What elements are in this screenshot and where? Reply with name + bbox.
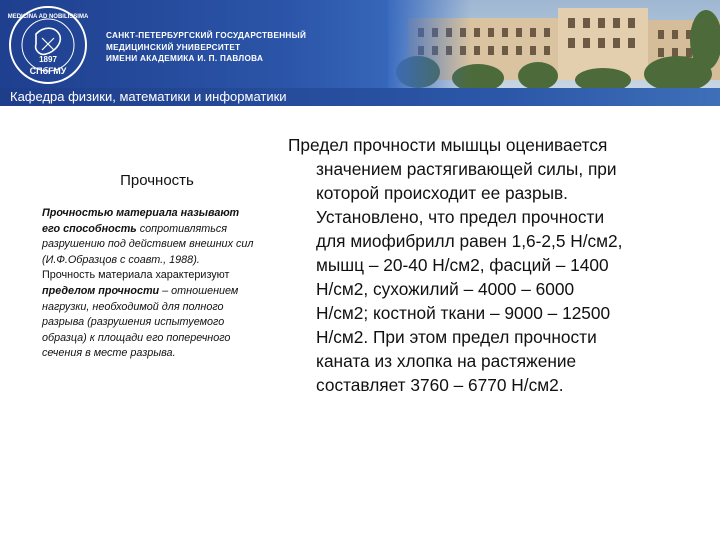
right-line-1: Предел прочности мышцы оценивается — [288, 135, 608, 155]
logo-ring-text: MEDICINA AD NOBILISSIMA — [7, 14, 89, 20]
logo-abbr: СПбГМУ — [29, 66, 67, 76]
right-line-5: для миофибрилл равен 1,6-2,5 Н/см2, — [316, 231, 623, 251]
logo-year: 1897 — [39, 55, 57, 64]
right-line-4: Установлено, что предел прочности — [316, 207, 605, 227]
left-title: Прочность — [120, 172, 194, 189]
left-definition-text — [42, 206, 258, 362]
university-line-1: САНКТ-ПЕТЕРБУРГСКИЙ ГОСУДАРСТВЕННЫЙ — [106, 31, 307, 40]
university-building-photo — [388, 0, 720, 90]
university-logo — [6, 4, 90, 86]
right-line-8: Н/см2; костной ткани – 9000 – 12500 — [316, 303, 611, 323]
university-line-3: ИМЕНИ АКАДЕМИКА И. П. ПАВЛОВА — [106, 54, 264, 63]
right-line-2: значением растягивающей силы, при — [316, 159, 617, 179]
right-line-7: Н/см2, сухожилий – 4000 – 6000 — [316, 279, 575, 299]
strength-paragraph — [42, 268, 258, 362]
department-bar: Кафедра физики, математики и информатики — [0, 88, 720, 106]
right-line-9: Н/см2. При этом предел прочности — [316, 327, 597, 347]
university-name — [106, 30, 306, 65]
strength-intro: Прочность материала характеризуют — [42, 269, 230, 282]
university-line-2: МЕДИЦИНСКИЙ УНИВЕРСИТЕТ — [106, 42, 241, 52]
definition-lead: Прочностью материала называют его способность — [42, 207, 240, 235]
right-line-11: составляет 3760 – 6770 Н/см2. — [316, 375, 564, 395]
right-line-6: мышц – 20-40 Н/см2, фасций – 1400 — [316, 255, 609, 275]
right-line-10: каната из хлопка на растяжение — [316, 351, 577, 371]
right-line-3: которой происходит ее разрыв. — [316, 183, 568, 203]
strength-definition: – отношением нагрузки, необходимой для полного разрыва (разрушения испытуемого образца) к площади его поперечного сечения в месте разрыва. — [42, 284, 239, 360]
strength-limit-term: пределом прочности — [42, 284, 160, 297]
definition-rest: сопротивляться разрушению под действием внешних сил (И.Ф.Образцов с соавт., 1988). — [42, 222, 254, 266]
header-banner — [0, 0, 720, 90]
right-body-text — [288, 133, 708, 397]
